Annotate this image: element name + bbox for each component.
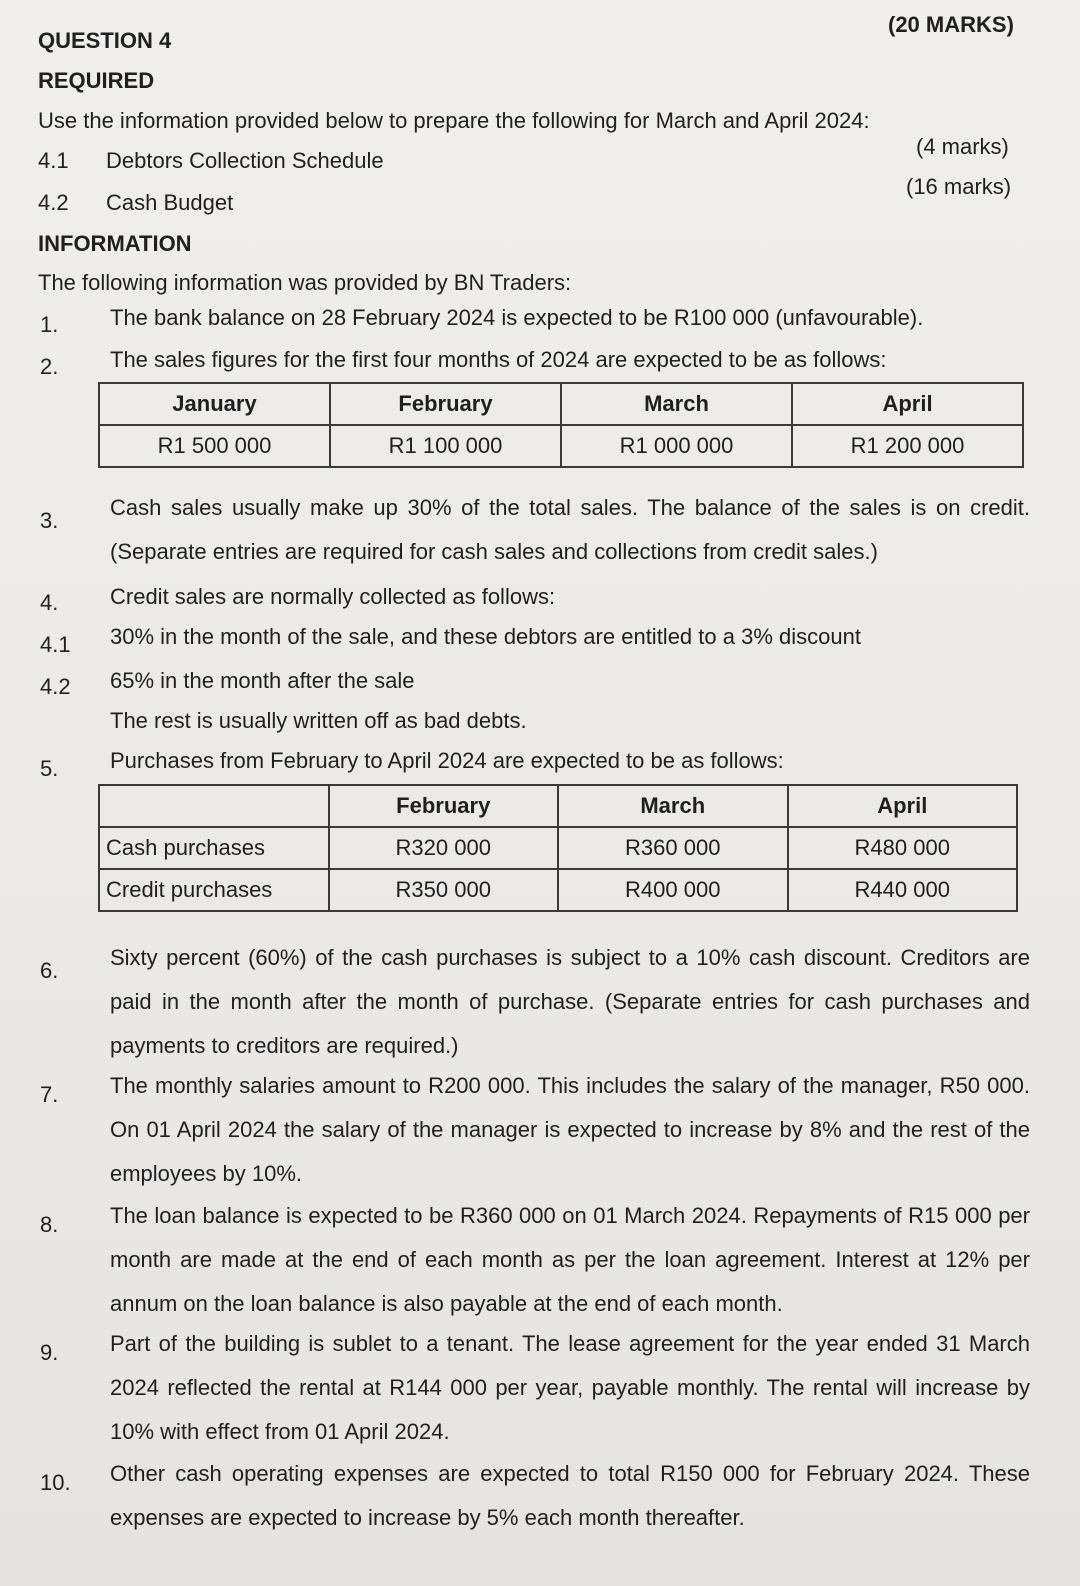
- item-number: 9.: [40, 1340, 59, 1365]
- table-cell: R400 000: [558, 869, 788, 911]
- item-number: 1.: [40, 312, 59, 337]
- item-number: 6.: [40, 958, 59, 983]
- item-number: 2.: [40, 354, 59, 379]
- table-cell: R350 000: [329, 869, 559, 911]
- item-number: 4.: [40, 590, 59, 615]
- table-cell: R1 500 000: [99, 425, 330, 467]
- table-header-cell: March: [558, 785, 788, 827]
- total-marks: (20 MARKS): [888, 12, 1014, 37]
- question-title: QUESTION 4: [38, 28, 172, 53]
- purchases-table: [98, 784, 1018, 912]
- task-marks: (4 marks): [916, 134, 1009, 159]
- task-label: Cash Budget: [106, 190, 234, 215]
- table-cell: R1 200 000: [792, 425, 1023, 467]
- information-heading: INFORMATION: [38, 231, 192, 256]
- table-header-cell: February: [329, 785, 559, 827]
- item-number: 7.: [40, 1082, 59, 1107]
- item-text: The sales figures for the first four months of 2024 are expected to be as follows:: [110, 347, 887, 372]
- table-cell: R480 000: [788, 827, 1018, 869]
- table-row-label: Credit purchases: [99, 869, 329, 911]
- information-lead: The following information was provided by BN Traders:: [38, 270, 572, 295]
- table-header-cell: [99, 785, 329, 827]
- task-number: 4.2: [38, 190, 69, 215]
- table-row: [99, 869, 1017, 911]
- item-number: 4.1: [40, 632, 71, 657]
- table-cell: R360 000: [558, 827, 788, 869]
- required-heading: REQUIRED: [38, 68, 155, 93]
- item-text: The bank balance on 28 February 2024 is expected to be R100 000 (unfavourable).: [110, 305, 924, 330]
- table-row: [99, 425, 1023, 467]
- item-text: The loan balance is expected to be R360 000 on 01 March 2024. Repayments of R15 000 per month are made at the end of each month as per the loan agreement. Interest at 12% per annum on the loan balance is also payable at the end of each month.: [110, 1203, 1030, 1316]
- item-number: 3.: [40, 508, 59, 533]
- table-row: [99, 827, 1017, 869]
- table-cell: R440 000: [788, 869, 1018, 911]
- sales-table: [98, 382, 1024, 468]
- item-text: Part of the building is sublet to a tenant. The lease agreement for the year ended 31 March 2024 reflected the rental at R144 000 per year, payable monthly. The rental will increase by 10% with effect from 01 April 2024.: [110, 1331, 1030, 1444]
- task-label: Debtors Collection Schedule: [106, 148, 384, 173]
- item-text: The rest is usually written off as bad debts.: [110, 708, 527, 733]
- item-number: 4.2: [40, 674, 71, 699]
- item-text: Credit sales are normally collected as follows:: [110, 584, 556, 609]
- table-header-row: [99, 785, 1017, 827]
- table-header-cell: January: [99, 383, 330, 425]
- item-text: Sixty percent (60%) of the cash purchases is subject to a 10% cash discount. Creditors are paid in the month after the month of purchase. (Separate entries for cash purchases and payments to creditors are required.): [110, 945, 1030, 1058]
- table-header-cell: April: [792, 383, 1023, 425]
- table-cell: R1 000 000: [561, 425, 792, 467]
- required-intro: Use the information provided below to prepare the following for March and April 2024:: [38, 108, 870, 133]
- task-marks: (16 marks): [906, 174, 1012, 199]
- item-text: Cash sales usually make up 30% of the total sales. The balance of the sales is on credit. (Separate entries are required for cash sales and collections from credit sales.): [110, 495, 1030, 564]
- item-number: 8.: [40, 1212, 59, 1237]
- table-cell: R1 100 000: [330, 425, 561, 467]
- table-header-cell: February: [330, 383, 561, 425]
- table-header-cell: April: [788, 785, 1018, 827]
- table-row-label: Cash purchases: [99, 827, 329, 869]
- item-text: Other cash operating expenses are expected to total R150 000 for February 2024. These expenses are expected to increase by 5% each month thereafter.: [110, 1461, 1030, 1530]
- table-header-row: [99, 383, 1023, 425]
- item-text: The monthly salaries amount to R200 000. This includes the salary of the manager, R50 000. On 01 April 2024 the salary of the manager is expected to increase by 8% and the rest of the employees by 10%.: [110, 1073, 1030, 1186]
- table-cell: R320 000: [329, 827, 559, 869]
- item-number: 10.: [40, 1470, 71, 1495]
- item-text: 30% in the month of the sale, and these debtors are entitled to a 3% discount: [110, 624, 861, 649]
- table-header-cell: March: [561, 383, 792, 425]
- task-number: 4.1: [38, 148, 69, 173]
- item-number: 5.: [40, 756, 59, 781]
- item-text: Purchases from February to April 2024 are expected to be as follows:: [110, 748, 784, 773]
- item-text: 65% in the month after the sale: [110, 668, 415, 693]
